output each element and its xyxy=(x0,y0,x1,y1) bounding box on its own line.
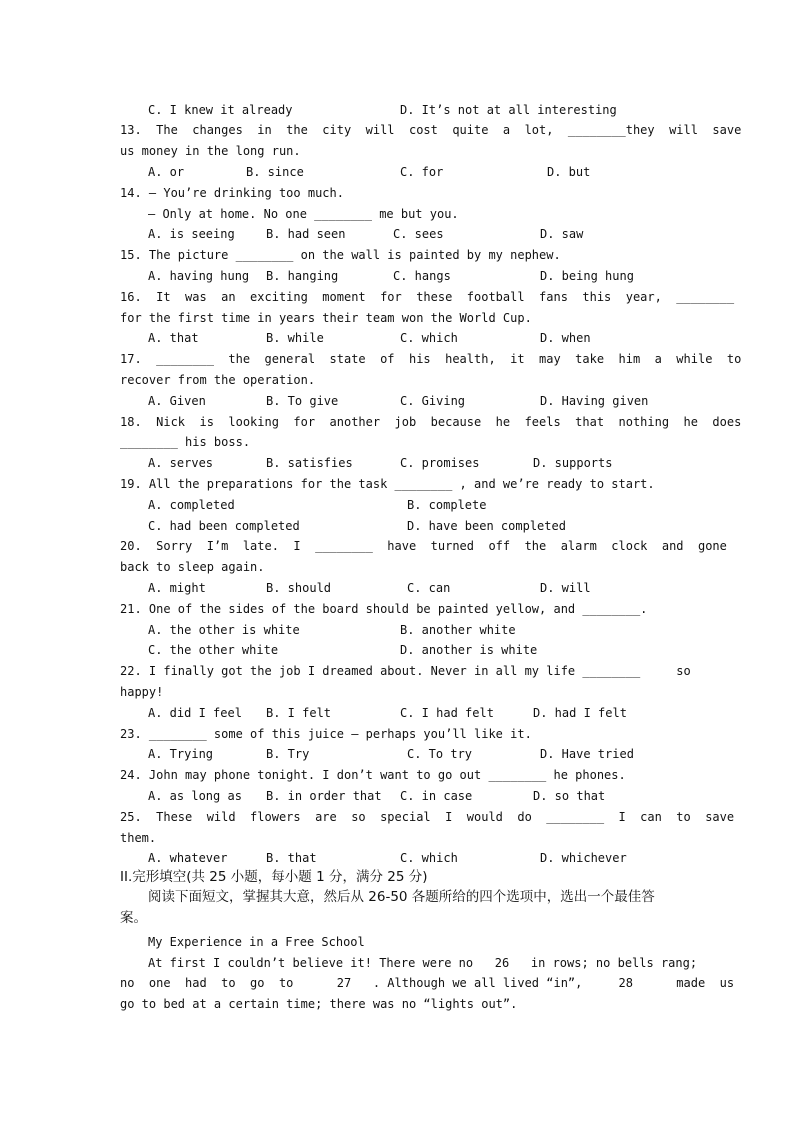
section-ii-instruction-line1: 阅读下面短文，掌握其大意，然后从 26-50 各题所给的四个选项中，选出一个最佳答 xyxy=(148,889,655,905)
q15-stem: 15. The picture ________ on the wall is painted by my nephew. xyxy=(120,248,561,262)
q24-option-a: A. as long as xyxy=(148,789,242,803)
q14-option-d: D. saw xyxy=(540,227,584,241)
q20-option-b: B. should xyxy=(266,581,332,595)
passage-line1: At first I couldn’t believe it! There were no 26 in rows; no bells rang; xyxy=(148,956,698,970)
q16-option-a: A. that xyxy=(148,331,199,345)
q22-stem-line1: 22. I finally got the job I dreamed about. Never in all my life ________ so xyxy=(120,664,691,678)
q18-option-c: C. promises xyxy=(400,456,480,470)
q17-stem-line2: recover from the operation. xyxy=(120,373,316,387)
q18-option-b: B. satisfies xyxy=(266,456,353,470)
q14-option-a: A. is seeing xyxy=(148,227,235,241)
q23-option-a: A. Trying xyxy=(148,747,214,761)
q20-stem-line1: 20. Sorry I’m late. I ________ have turned off the alarm clock and gone xyxy=(120,539,727,553)
q24-option-c: C. in case xyxy=(400,789,473,803)
q20-option-d: D. will xyxy=(540,581,591,595)
q17-option-b: B. To give xyxy=(266,394,339,408)
section-ii-heading: II.完形填空(共 25 小题，每小题 1 分，满分 25 分) xyxy=(120,869,428,885)
q19-option-b: B. complete xyxy=(407,498,487,512)
q25-stem-line1: 25. These wild flowers are so special I would do ________ I can to save xyxy=(120,810,735,824)
q19-option-c: C. had been completed xyxy=(148,519,300,533)
q17-option-d: D. Having given xyxy=(540,394,649,408)
q22-stem-line2: happy! xyxy=(120,685,164,699)
q14-option-c: C. sees xyxy=(393,227,444,241)
q13-stem-line1: 13. The changes in the city will cost quite a lot, ________they will save xyxy=(120,123,742,137)
q25-option-d: D. whichever xyxy=(540,851,627,865)
q23-option-d: D. Have tried xyxy=(540,747,634,761)
q13-option-c: C. for xyxy=(400,165,444,179)
q14-option-b: B. had seen xyxy=(266,227,346,241)
q15-option-d: D. being hung xyxy=(540,269,634,283)
q18-stem-line1: 18. Nick is looking for another job because he feels that nothing he does xyxy=(120,415,742,429)
passage-line3: go to bed at a certain time; there was no “lights out”. xyxy=(120,997,518,1011)
q25-stem-line2: them. xyxy=(120,831,157,845)
q21-option-a: A. the other is white xyxy=(148,623,300,637)
q18-option-a: A. serves xyxy=(148,456,214,470)
q16-option-b: B. while xyxy=(266,331,324,345)
q16-stem-line2: for the first time in years their team won the World Cup. xyxy=(120,311,532,325)
section-ii-instruction-line2: 案。 xyxy=(120,910,147,926)
q18-stem-line2: ________ his boss. xyxy=(120,435,251,449)
q20-option-c: C. can xyxy=(407,581,451,595)
q22-option-b: B. I felt xyxy=(266,706,332,720)
q13-stem-line2: us money in the long run. xyxy=(120,144,301,158)
q17-stem-line1: 17. ________ the general state of his health, it may take him a while to xyxy=(120,352,742,366)
q22-option-d: D. had I felt xyxy=(533,706,627,720)
q24-stem: 24. John may phone tonight. I don’t want to go out ________ he phones. xyxy=(120,768,626,782)
q21-option-d: D. another is white xyxy=(400,643,538,657)
q20-stem-line2: back to sleep again. xyxy=(120,560,265,574)
q22-option-a: A. did I feel xyxy=(148,706,242,720)
q16-option-d: D. when xyxy=(540,331,591,345)
q24-option-b: B. in order that xyxy=(266,789,382,803)
q22-option-c: C. I had felt xyxy=(400,706,494,720)
q23-option-b: B. Try xyxy=(266,747,310,761)
q21-option-c: C. the other white xyxy=(148,643,279,657)
q20-option-a: A. might xyxy=(148,581,206,595)
passage-title: My Experience in a Free School xyxy=(148,935,365,949)
q25-option-c: C. which xyxy=(400,851,458,865)
q15-option-c: C. hangs xyxy=(393,269,451,283)
q14-stem-line2: – Only at home. No one ________ me but you. xyxy=(148,207,459,221)
q15-option-b: B. hanging xyxy=(266,269,339,283)
q17-option-c: C. Giving xyxy=(400,394,466,408)
q23-stem: 23. ________ some of this juice – perhaps you’ll like it. xyxy=(120,727,532,741)
q14-stem-line1: 14. – You’re drinking too much. xyxy=(120,186,344,200)
q25-option-b: B. that xyxy=(266,851,317,865)
q16-stem-line1: 16. It was an exciting moment for these football fans this year, ________ xyxy=(120,290,735,304)
q24-option-d: D. so that xyxy=(533,789,606,803)
q13-option-b: B. since xyxy=(246,165,304,179)
q19-option-d: D. have been completed xyxy=(407,519,566,533)
q25-option-a: A. whatever xyxy=(148,851,228,865)
q19-option-a: A. completed xyxy=(148,498,235,512)
q17-option-a: A. Given xyxy=(148,394,206,408)
q13-option-a: A. or xyxy=(148,165,185,179)
q21-option-b: B. another white xyxy=(400,623,516,637)
q18-option-d: D. supports xyxy=(533,456,613,470)
q21-stem: 21. One of the sides of the board should be painted yellow, and ________. xyxy=(120,602,648,616)
q15-option-a: A. having hung xyxy=(148,269,250,283)
q12-option-c: C. I knew it already xyxy=(148,103,293,117)
passage-line2: no one had to go to 27 . Although we all lived “in”, 28 made us xyxy=(120,976,735,990)
q19-stem: 19. All the preparations for the task ________ , and we’re ready to start. xyxy=(120,477,655,491)
q16-option-c: C. which xyxy=(400,331,458,345)
q23-option-c: C. To try xyxy=(407,747,473,761)
q13-option-d: D. but xyxy=(547,165,591,179)
q12-option-d: D. It’s not at all interesting xyxy=(400,103,617,117)
